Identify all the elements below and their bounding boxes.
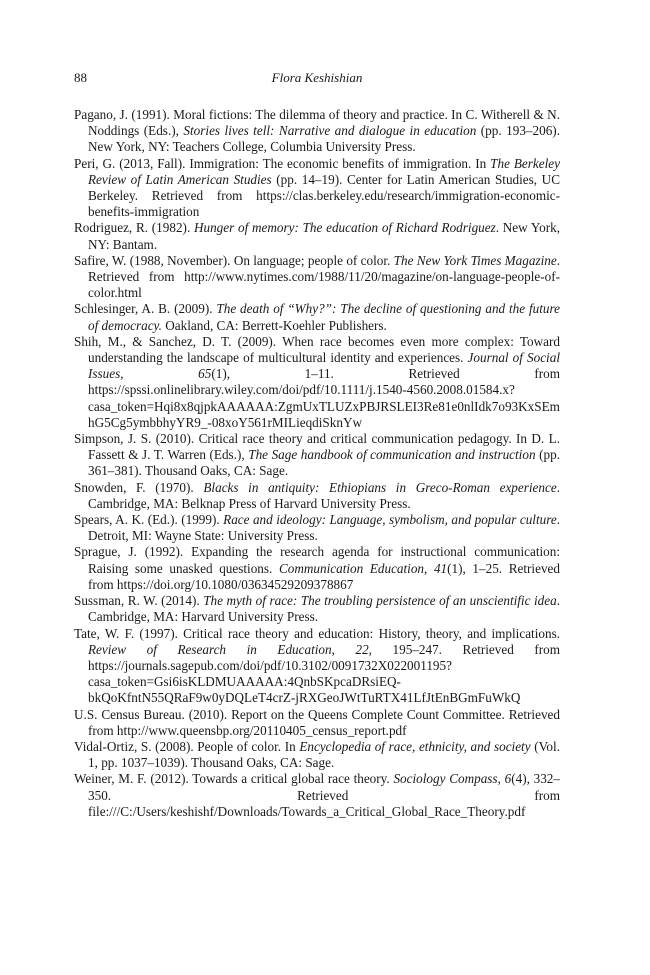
reference-text: Weiner, M. F. (2012). Towards a critical global race theory. — [74, 771, 394, 787]
reference-text: (pp. 14–19). Center for Latin American Studies, UC Berkeley. Retrieved from https://clas.berkeley.edu/research/immigration-economic-benefits-immigration — [88, 171, 560, 220]
reference-italic-text: 41 — [433, 560, 448, 576]
reference-text: Spears, A. K. (Ed.). (1999). — [74, 512, 224, 528]
reference-entry — [74, 480, 560, 512]
reference-text: U.S. Census Bureau. (2010). Report on the Queens Complete Count Committee. Retrieved from http://www.queensbp.org/20110405_census_report.pdf — [74, 706, 560, 738]
reference-text: (Vol. 1, pp. 1037–1039). Thousand Oaks, CA: Sage. — [88, 738, 560, 771]
reference-italic-text: 6 — [504, 771, 512, 787]
reference-text: Sprague, J. (1992). Expanding the research agenda for instructional communication: Raising some unasked questions. — [74, 544, 560, 576]
reference-text: (1), 1–25. Retrieved from https://doi.org/10.1080/03634529209378867 — [88, 560, 560, 592]
reference-entry — [74, 512, 560, 544]
reference-text: . New York, NY: Bantam. — [88, 220, 560, 252]
reference-italic-text: The New York Times Magazine — [393, 252, 557, 268]
reference-italic-text: Race and ideology: Language, symbolism, and popular culture — [223, 512, 557, 528]
reference-italic-text: Hunger of memory: The education of Richard Rodriguez — [193, 220, 496, 236]
reference-italic-text: 65 — [198, 366, 212, 382]
reference-italic-text: The Sage handbook of communication and instruction — [248, 447, 536, 463]
reference-text: Sussman, R. W. (2014). — [74, 593, 204, 609]
reference-italic-text: Journal of Social Issues — [88, 350, 560, 382]
reference-text: Vidal-Ortiz, S. (2008). People of color. In — [74, 738, 300, 754]
reference-text: Safire, W. (1988, November). On language; people of color. — [74, 252, 394, 268]
reference-italic-text: Encyclopedia of race, ethnicity, and society — [299, 738, 531, 754]
reference-text: (1), 1–11. Retrieved from https://spssi.onlinelibrary.wiley.com/doi/pdf/10.1111/j.1540-4560.2008.01584.x?casa_token=Hqi8x8qjpkAAAAAA:ZgmUxTLUZxPBJRSLEI3Re81e0nlIdk7o93KxSEmhG5Cg5ymbbhyYR9_-08xoY561rMILieqdiSknYw — [88, 366, 560, 430]
reference-text: . Detroit, MI: Wayne State: University Press. — [88, 512, 560, 544]
reference-text: , 195–247. Retrieved from https://journals.sagepub.com/doi/pdf/10.3102/0091732X022001195?casa_token=Gsi6isKLDMUAAAAA:4QnbSKpcaDRsiEQ-bkQoKfntN55QRaF9w0yDQLeT4crZ-jRXGeoJWtTuRTX41LfJtEnBGmFuWkQ — [88, 641, 561, 706]
reference-text: , — [497, 771, 505, 787]
reference-italic-text: 22 — [355, 641, 369, 657]
reference-italic-text: Review of Research in Education — [88, 641, 332, 657]
reference-entry — [74, 593, 560, 625]
reference-text: , — [120, 366, 199, 382]
reference-text: . Cambridge, MA: Harvard University Press. — [88, 593, 560, 625]
reference-entry — [74, 771, 560, 820]
reference-text: (4), 332–350. Retrieved from file:///C:/Users/keshishf/Downloads/Towards_a_Critical_Global_Race_Theory.pdf — [88, 771, 560, 819]
reference-italic-text: Blacks in antiquity: Ethiopians in Greco-Roman experience — [203, 479, 557, 495]
reference-text: Peri, G. (2013, Fall). Immigration: The economic benefits of immigration. In — [74, 155, 491, 171]
reference-entry — [74, 544, 560, 593]
reference-text: (pp. 193–206). New York, NY: Teachers College, Columbia University Press. — [88, 123, 560, 155]
reference-italic-text: The Berkeley Review of Latin American Studies — [88, 155, 560, 187]
reference-text: Tate, W. F. (1997). Critical race theory and education: History, theory, and implications. — [74, 625, 560, 641]
reference-text: Pagano, J. (1991). Moral fictions: The dilemma of theory and practice. In C. Witherell & N. Noddings (Eds.), — [74, 107, 560, 139]
reference-entry — [74, 431, 560, 480]
reference-entry — [74, 156, 560, 221]
reference-text: , — [331, 641, 356, 657]
reference-text: , — [424, 560, 434, 576]
reference-text: (pp. 361–381). Thousand Oaks, CA: Sage. — [88, 447, 560, 479]
reference-italic-text: The myth of race: The troubling persistence of an unscientific idea — [203, 593, 557, 609]
reference-text: Schlesinger, A. B. (2009). — [74, 301, 217, 317]
reference-entry — [74, 707, 560, 739]
reference-italic-text: The death of “Why?”: The decline of questioning and the future of democracy. — [88, 301, 560, 333]
page-header — [74, 70, 560, 88]
reference-text: Oakland, CA: Berrett-Koehler Publishers. — [161, 317, 387, 333]
reference-entry — [74, 626, 560, 707]
reference-italic-text: Stories lives tell: Narrative and dialogue in education — [183, 123, 477, 139]
reference-italic-text: Sociology Compass — [393, 771, 498, 787]
reference-text: Rodriguez, R. (1982). — [74, 220, 194, 236]
reference-text: Snowden, F. (1970). — [74, 479, 204, 495]
reference-list — [74, 107, 560, 820]
reference-entry — [74, 334, 560, 431]
reference-entry — [74, 739, 560, 771]
reference-text: Shih, M., & Sanchez, D. T. (2009). When race becomes even more complex: Toward understanding the landscape of multicultural identity and experiences. — [74, 333, 560, 366]
reference-text: . Retrieved from http://www.nytimes.com/1988/11/20/magazine/on-language-people-of-color.html — [88, 252, 560, 301]
reference-entry — [74, 301, 560, 333]
reference-text: . Cambridge, MA: Belknap Press of Harvard University Press. — [88, 479, 560, 511]
reference-italic-text: Communication Education — [278, 560, 425, 576]
reference-text: Simpson, J. S. (2010). Critical race theory and critical communication pedagogy. In D. L. Fassett & J. T. Warren (Eds.), — [74, 431, 560, 463]
reference-entry — [74, 253, 560, 302]
reference-entry — [74, 220, 560, 252]
running-head: Flora Keshishian — [271, 70, 363, 85]
page-number: 88 — [74, 70, 87, 85]
reference-entry — [74, 107, 560, 156]
